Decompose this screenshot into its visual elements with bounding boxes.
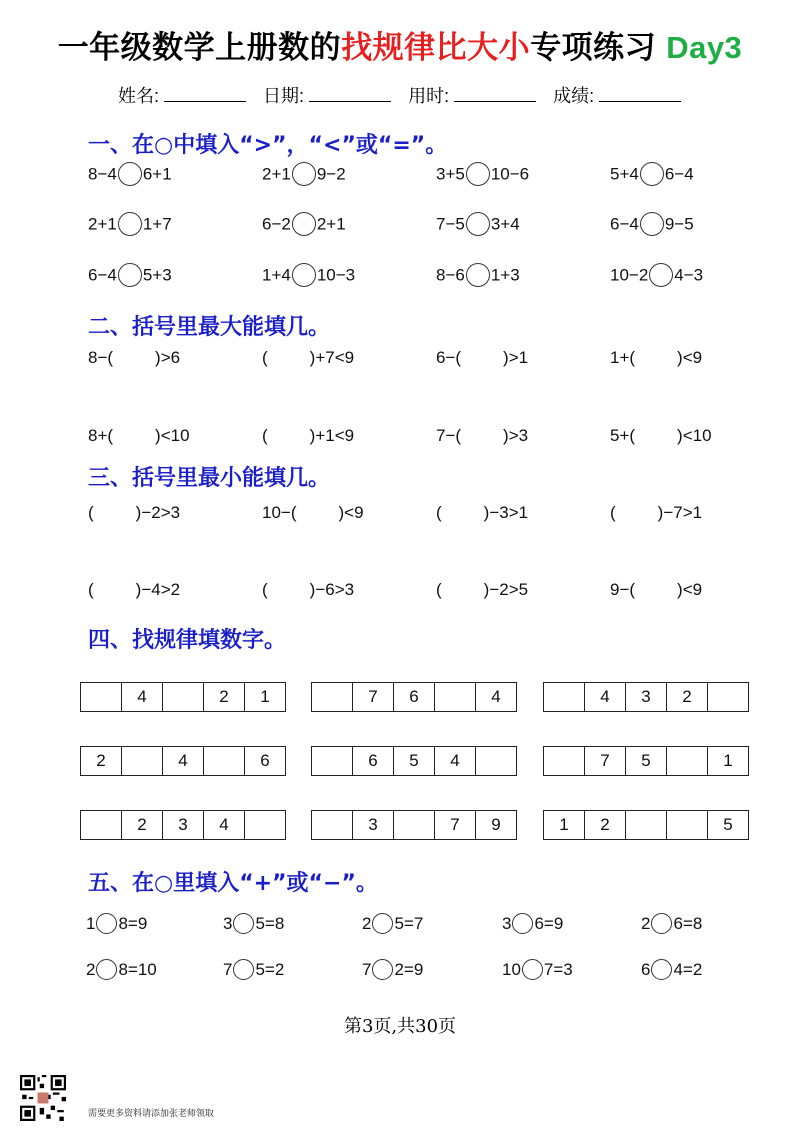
right-expression: 4−3 [674,265,704,285]
compare-item [610,264,703,288]
answer-circle[interactable] [118,162,142,186]
sequence-blank-cell[interactable] [204,747,245,776]
bracket-left: ( [88,580,94,599]
sequence-cell: 2 [667,683,708,712]
sequence-cell: 7 [353,683,394,712]
operator-circle[interactable] [96,959,117,980]
date-field[interactable] [309,87,391,102]
sequence-cell: 2 [204,683,245,712]
sequence-cell: 3 [353,811,394,840]
second-part: 8=10 [118,960,157,979]
operator-item [86,960,157,981]
name-label: 姓名: [118,86,160,106]
bracket-right: )>6 [155,348,181,367]
bracket-left: 8+( [88,426,114,445]
answer-circle[interactable] [118,212,142,236]
title-part2: 专项练习 [530,30,657,65]
answer-circle[interactable] [118,263,142,287]
sequence-cell: 7 [585,747,626,776]
sequence-blank-cell[interactable] [394,811,435,840]
second-part: 8=9 [118,914,148,933]
right-expression: 1+7 [142,214,172,234]
bracket-right: )−2>3 [135,503,181,522]
left-expression: 10−2 [610,265,649,285]
operator-item [223,914,284,935]
left-expression: 7−5 [436,214,465,234]
compare-item [262,213,346,237]
right-expression: 10−3 [316,265,356,285]
bracket-right: )<10 [155,426,190,445]
right-expression: 9−2 [316,164,346,184]
sequence-blank-cell[interactable] [312,811,353,840]
operator-circle[interactable] [522,959,543,980]
sequence-cell: 5 [394,747,435,776]
bracket-left: ( [262,580,268,599]
bracket-left: 6−( [436,348,462,367]
second-part: 5=7 [394,914,424,933]
score-field[interactable] [599,87,681,102]
second-part: 5=2 [255,960,285,979]
bracket-right: )−7>1 [657,503,703,522]
bracket-left: ( [262,426,268,445]
score-label: 成绩: [553,86,595,106]
first-number: 3 [223,914,233,933]
sequence-cell: 6 [353,747,394,776]
name-field[interactable] [164,87,246,102]
sequence-blank-cell[interactable] [312,683,353,712]
bracket-item [610,580,702,600]
sequence-blank-cell[interactable] [544,747,585,776]
page-number: 第3页,共30页 [343,1016,457,1037]
left-expression: 6−4 [610,214,639,234]
bracket-right: )<9 [338,503,364,522]
operator-item [502,960,573,981]
bracket-left: ( [436,503,442,522]
bracket-left: 5+( [610,426,636,445]
bracket-right: )>1 [503,348,529,367]
left-expression: 6−2 [262,214,291,234]
bracket-item [262,348,354,368]
sequence-blank-cell[interactable] [667,811,708,840]
sequence-cell: 3 [626,683,667,712]
operator-item [223,960,284,981]
right-expression: 2+1 [316,214,346,234]
bracket-left: 7−( [436,426,462,445]
student-info-row [118,82,693,108]
sequence-box [311,682,517,712]
right-expression: 5+3 [142,265,172,285]
sequence-cell: 4 [435,747,476,776]
bracket-item [436,580,528,600]
left-expression: 8−6 [436,265,465,285]
bracket-item [88,348,180,368]
sequence-blank-cell[interactable] [81,683,122,712]
first-number: 2 [641,914,651,933]
bracket-right: )−6>3 [309,580,355,599]
answer-circle[interactable] [466,263,490,287]
section4-heading: 四、找规律填数字。 [88,628,287,653]
sequence-cell: 4 [476,683,517,712]
compare-item [88,264,172,288]
section1-heading: 一、在○中填入“>”，“<”或“=”。 [88,133,448,158]
bracket-right: )+7<9 [309,348,355,367]
right-expression: 9−5 [664,214,694,234]
second-part: 4=2 [673,960,703,979]
operator-item [641,960,702,981]
operator-item [362,960,423,981]
title-part1: 一年级数学上册数的 [57,30,342,65]
first-number: 6 [641,960,651,979]
left-expression: 2+1 [262,164,291,184]
bracket-right: )<10 [677,426,712,445]
bracket-right: )<9 [677,348,703,367]
bracket-item [436,426,528,446]
footer-note: 需要更多资料请添加张老师领取 [88,1108,215,1118]
sequence-box [543,810,749,840]
bracket-item [88,580,180,600]
left-expression: 6−4 [88,265,117,285]
operator-circle[interactable] [512,913,533,934]
sequence-cell: 7 [435,811,476,840]
sequence-cell: 1 [544,811,585,840]
bracket-item [610,348,702,368]
bracket-item [610,503,702,523]
sequence-cell: 4 [122,683,163,712]
operator-circle[interactable] [96,913,117,934]
compare-item [88,213,172,237]
bracket-right: )+1<9 [309,426,355,445]
bracket-item [436,348,528,368]
left-expression: 2+1 [88,214,117,234]
operator-circle[interactable] [651,913,672,934]
bracket-left: 1+( [610,348,636,367]
section3-heading: 三、括号里最小能填几。 [88,466,331,491]
bracket-item [88,426,190,446]
sequence-cell: 1 [708,747,749,776]
second-part: 2=9 [394,960,424,979]
answer-circle[interactable] [640,162,664,186]
operator-item [362,914,423,935]
sequence-cell: 6 [394,683,435,712]
bracket-item [262,503,364,523]
answer-circle[interactable] [640,212,664,236]
operator-circle[interactable] [372,913,393,934]
first-number: 2 [86,960,96,979]
bracket-left: 10−( [262,503,297,522]
answer-circle[interactable] [292,162,316,186]
answer-circle[interactable] [466,162,490,186]
sequence-blank-cell[interactable] [708,683,749,712]
compare-item [610,213,694,237]
bracket-right: )>3 [503,426,529,445]
first-number: 1 [86,914,96,933]
sequence-blank-cell[interactable] [81,811,122,840]
sequence-cell: 5 [626,747,667,776]
operator-circle[interactable] [651,959,672,980]
second-part: 7=3 [543,960,573,979]
sequence-cell: 9 [476,811,517,840]
compare-item [436,213,520,237]
sequence-cell: 4 [204,811,245,840]
sequence-cell: 4 [585,683,626,712]
second-part: 5=8 [255,914,285,933]
left-expression: 3+5 [436,164,465,184]
section2-heading: 二、括号里最大能填几。 [88,315,331,340]
right-expression: 10−6 [490,164,530,184]
section5-heading: 五、在○里填入“+”或“−”。 [88,871,378,896]
sequence-blank-cell[interactable] [122,747,163,776]
right-expression: 6−4 [664,164,694,184]
first-number: 7 [362,960,372,979]
bracket-left: ( [88,503,94,522]
sequence-box [543,746,749,776]
sequence-box [80,810,286,840]
left-expression: 5+4 [610,164,639,184]
sequence-cell: 1 [245,683,286,712]
answer-circle[interactable] [292,263,316,287]
answer-circle[interactable] [649,263,673,287]
first-number: 2 [362,914,372,933]
left-expression: 1+4 [262,265,291,285]
compare-item [436,163,529,187]
sequence-box [311,810,517,840]
compare-item [88,163,172,187]
operator-item [641,914,702,935]
sequence-box [543,682,749,712]
bracket-item [610,426,712,446]
sequence-blank-cell[interactable] [544,683,585,712]
bracket-right: )−2>5 [483,580,529,599]
first-number: 3 [502,914,512,933]
operator-circle[interactable] [233,913,254,934]
sequence-box [80,682,286,712]
bracket-right: )−3>1 [483,503,529,522]
sequence-blank-cell[interactable] [476,747,517,776]
sequence-cell: 2 [122,811,163,840]
operator-circle[interactable] [233,959,254,980]
second-part: 6=8 [673,914,703,933]
bracket-left: 8−( [88,348,114,367]
bracket-left: ( [262,348,268,367]
page-title [0,22,800,67]
right-expression: 1+3 [490,265,520,285]
first-number: 7 [223,960,233,979]
compare-item [262,264,355,288]
bracket-item [262,580,354,600]
compare-item [262,163,346,187]
answer-circle[interactable] [292,212,316,236]
sequence-blank-cell[interactable] [245,811,286,840]
sequence-blank-cell[interactable] [163,683,204,712]
sequence-cell: 4 [163,747,204,776]
sequence-box [80,746,286,776]
sequence-cell: 3 [163,811,204,840]
title-highlight: 找规律比大小 [341,30,531,65]
sequence-box [311,746,517,776]
compare-item [436,264,520,288]
left-expression: 8−4 [88,164,117,184]
sequence-blank-cell[interactable] [626,811,667,840]
bracket-left: ( [436,580,442,599]
right-expression: 6+1 [142,164,172,184]
right-expression: 3+4 [490,214,520,234]
title-day: Day3 [666,30,743,65]
date-label: 日期: [263,86,305,106]
compare-item [610,163,694,187]
bracket-item [88,503,180,523]
sequence-cell: 5 [708,811,749,840]
bracket-item [262,426,354,446]
time-label: 用时: [408,86,450,106]
operator-item [86,914,147,935]
sequence-cell: 2 [585,811,626,840]
sequence-blank-cell[interactable] [667,747,708,776]
sequence-blank-cell[interactable] [312,747,353,776]
qr-code-icon [20,1075,66,1121]
bracket-left: 9−( [610,580,636,599]
operator-item [502,914,563,935]
bracket-right: )−4>2 [135,580,181,599]
answer-circle[interactable] [466,212,490,236]
sequence-blank-cell[interactable] [435,683,476,712]
sequence-cell: 2 [81,747,122,776]
operator-circle[interactable] [372,959,393,980]
bracket-left: ( [610,503,616,522]
second-part: 6=9 [534,914,564,933]
bracket-item [436,503,528,523]
first-number: 10 [502,960,521,979]
time-field[interactable] [454,87,536,102]
sequence-cell: 6 [245,747,286,776]
bracket-right: )<9 [677,580,703,599]
